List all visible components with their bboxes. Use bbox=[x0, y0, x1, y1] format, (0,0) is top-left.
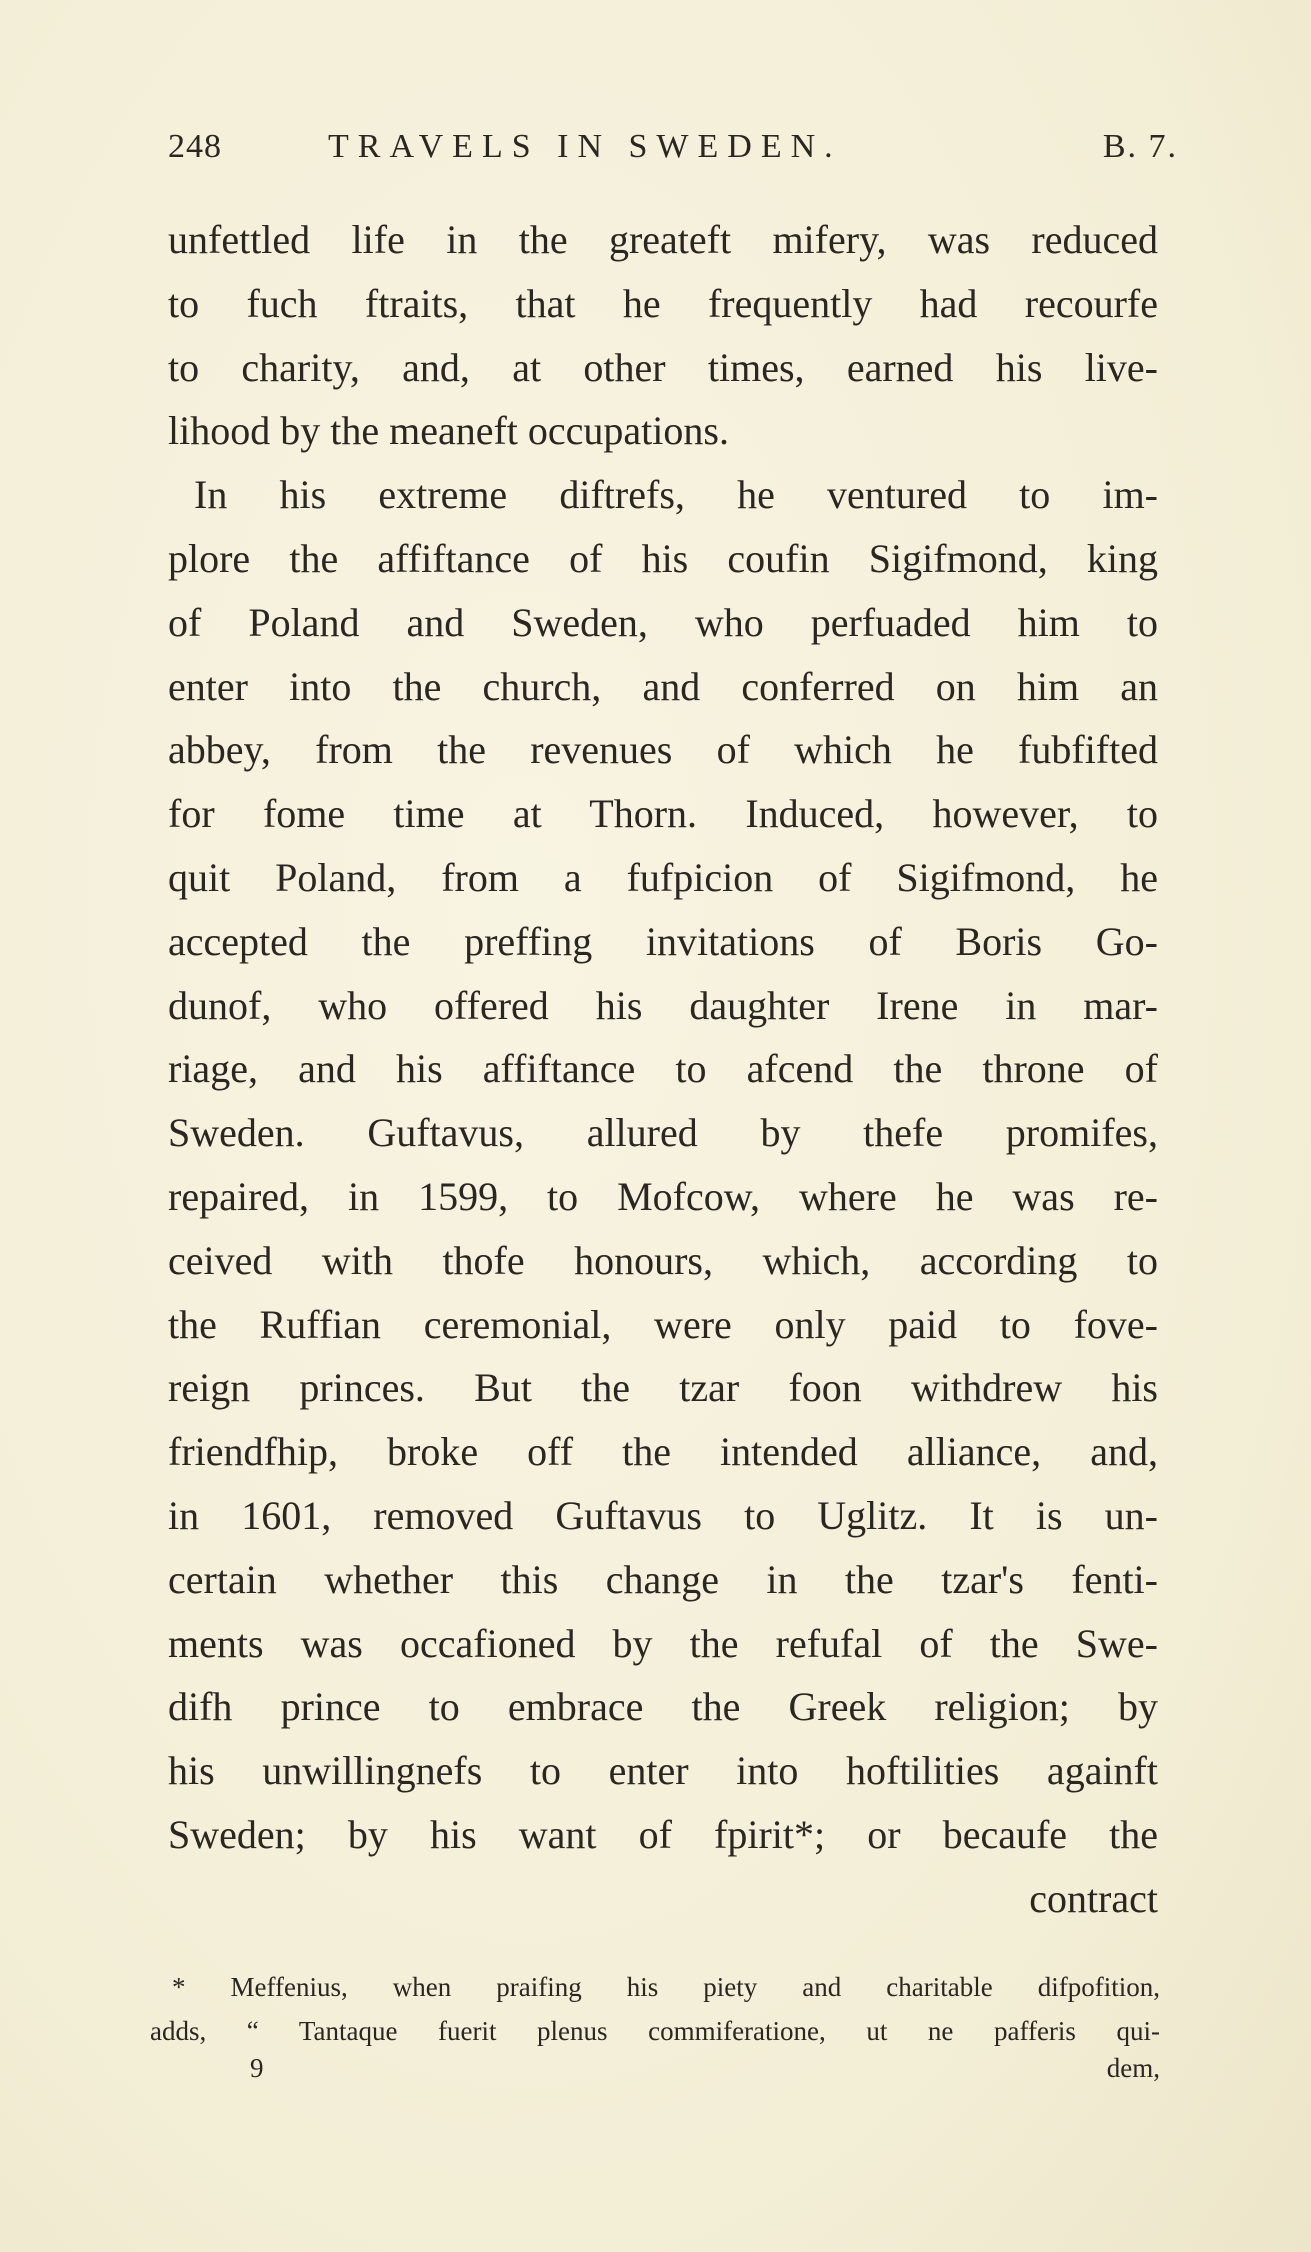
text-line: for fome time at Thorn. Induced, however, to bbox=[168, 791, 1158, 837]
running-header bbox=[168, 128, 1178, 178]
text-line: Sweden. Guftavus, allured by thefe promifes, bbox=[168, 1110, 1158, 1156]
footnote-catchword: dem, bbox=[1106, 2053, 1160, 2083]
text-line: to charity, and, at other times, earned his live- bbox=[168, 344, 1158, 390]
text-line: quit Poland, from a fufpicion of Sigifmond, he bbox=[168, 854, 1158, 900]
text-line: ments was occafioned by the refufal of the Swe- bbox=[168, 1620, 1158, 1666]
text-line: dunof, who offered his daughter Irene in mar- bbox=[168, 982, 1158, 1028]
text-line: In his extreme diftrefs, he ventured to im- bbox=[194, 472, 1158, 518]
text-line: repaired, in 1599, to Mofcow, where he was re- bbox=[168, 1173, 1158, 1219]
footnote bbox=[150, 1965, 1160, 2093]
text-line: lihood by the meaneft occupations. bbox=[168, 408, 729, 454]
text-line: accepted the preffing invitations of Boris Go- bbox=[168, 918, 1158, 964]
text-line: riage, and his affiftance to afcend the throne of bbox=[168, 1046, 1158, 1092]
text-line: plore the affiftance of his coufin Sigifmond, king bbox=[168, 535, 1158, 581]
text-line: abbey, from the revenues of which he fubfifted bbox=[168, 727, 1158, 773]
text-line: to fuch ftraits, that he frequently had recourfe bbox=[168, 280, 1158, 326]
text-line: difh prince to embrace the Greek religion; by bbox=[168, 1684, 1158, 1730]
text-line: of Poland and Sweden, who perfuaded him to bbox=[168, 599, 1158, 645]
text-line: ceived with thofe honours, which, according to bbox=[168, 1237, 1158, 1283]
text-line: in 1601, removed Guftavus to Uglitz. It is un- bbox=[168, 1492, 1158, 1538]
text-line: reign princes. But the tzar foon withdrew his bbox=[168, 1365, 1158, 1411]
section-label: B. 7. bbox=[1102, 128, 1178, 165]
text-line: certain whether this change in the tzar's fenti- bbox=[168, 1556, 1158, 1602]
signature-mark: 9 bbox=[250, 2053, 264, 2083]
text-line: enter into the church, and conferred on him an bbox=[168, 663, 1158, 709]
page-number: 248 bbox=[168, 128, 222, 165]
text-line: unfettled life in the greateft mifery, was reduced bbox=[168, 217, 1158, 262]
text-line: his unwillingnefs to enter into hoftilities againft bbox=[168, 1748, 1158, 1794]
catchword: contract bbox=[1029, 1875, 1158, 1921]
running-title: TRAVELS IN SWEDEN. bbox=[328, 128, 842, 165]
footnote-line: * Meffenius, when praifing his piety and charitable difpofition, bbox=[172, 1972, 1160, 2002]
text-line: the Ruffian ceremonial, were only paid to fove- bbox=[168, 1301, 1158, 1347]
text-line: friendfhip, broke off the intended alliance, and, bbox=[168, 1429, 1158, 1475]
text-line: Sweden; by his want of fpirit*; or becaufe the bbox=[168, 1811, 1158, 1857]
footnote-line: adds, “ Tantaque fuerit plenus commiferatione, ut ne pafferis qui- bbox=[150, 2016, 1160, 2046]
body-text bbox=[168, 208, 1158, 1931]
